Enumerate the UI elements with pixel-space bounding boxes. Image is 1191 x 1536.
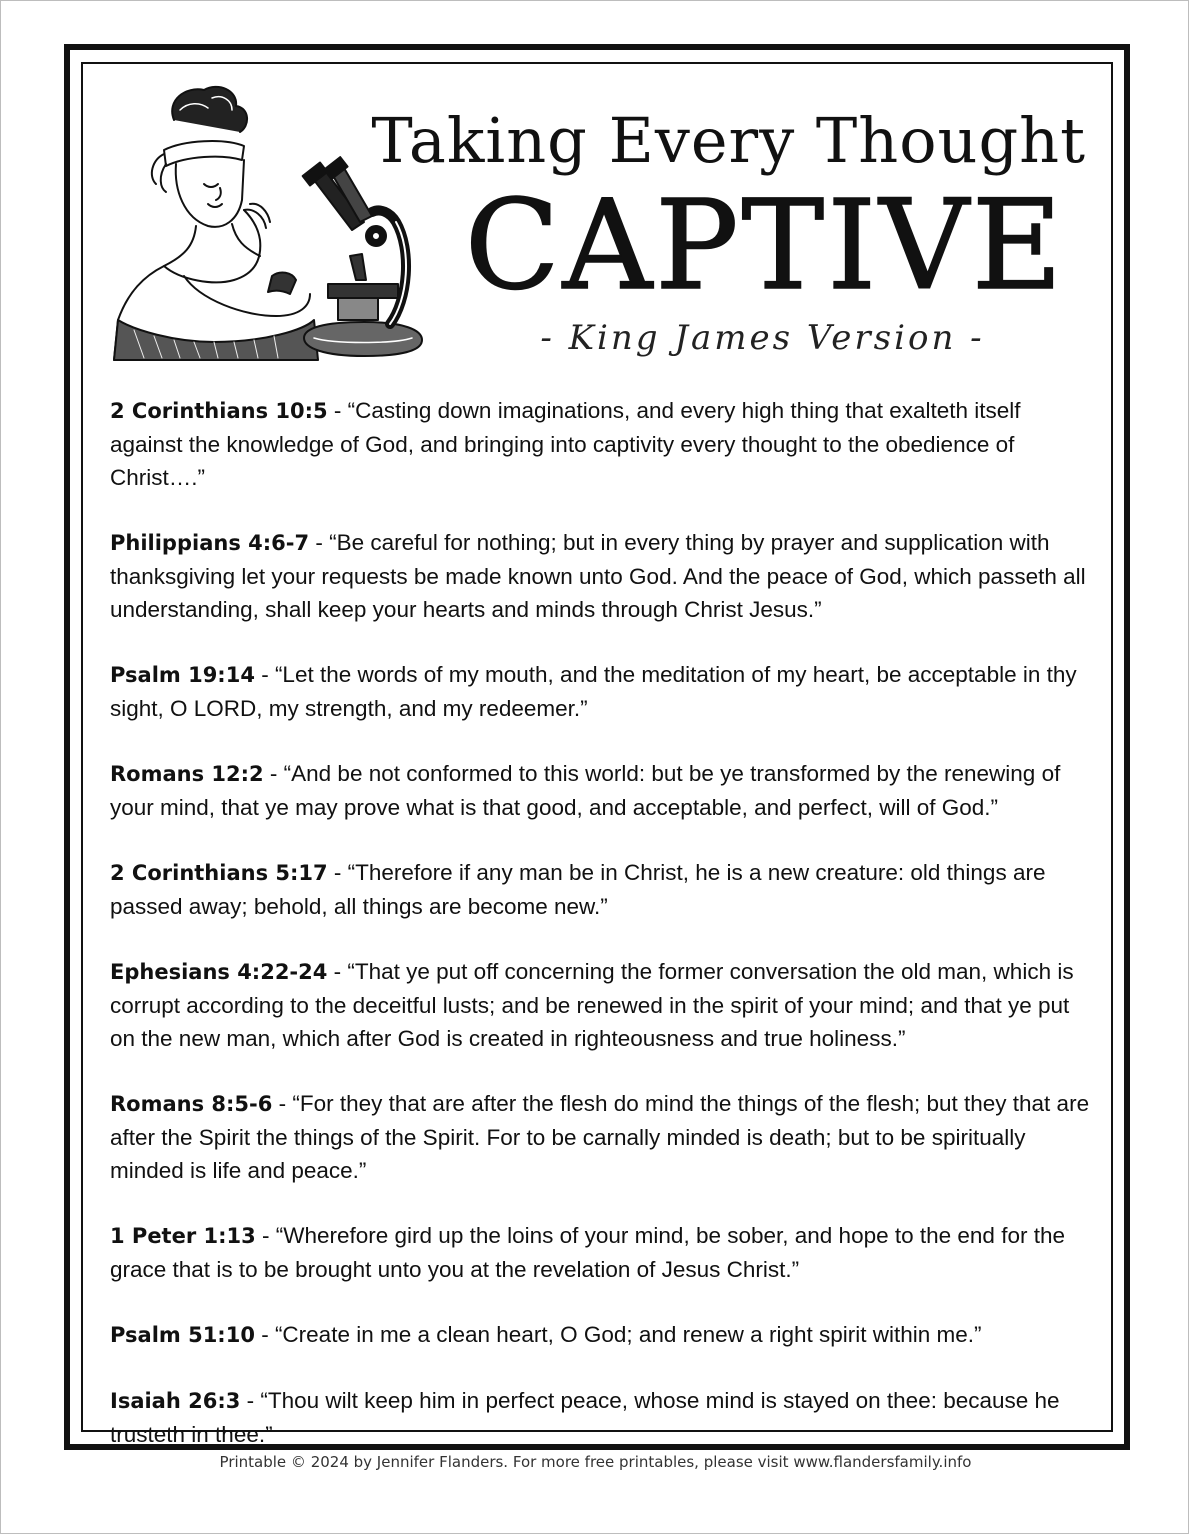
verse-item: [110, 1219, 1095, 1286]
verse-item: [110, 658, 1095, 725]
verse-item: [110, 1318, 1095, 1352]
verse-item: [110, 757, 1095, 824]
verse-reference: Ephesians 4:22-24: [110, 960, 328, 984]
subtitle: - King James Version -: [540, 318, 985, 358]
verse-separator: -: [327, 398, 348, 423]
verse-reference: 2 Corinthians 5:17: [110, 861, 328, 885]
verse-item: [110, 1087, 1095, 1187]
verse-item: [110, 1384, 1095, 1451]
verse-reference: Romans 12:2: [110, 762, 264, 786]
verse-separator: -: [272, 1091, 293, 1116]
verse-reference: 2 Corinthians 10:5: [110, 399, 328, 423]
verse-separator: -: [240, 1388, 261, 1413]
page-title: CAPTIVE: [464, 174, 1066, 318]
footer-credit: Printable © 2024 by Jennifer Flanders. For more free printables, please visit www.flandersfamily.info: [219, 1453, 972, 1471]
verse-separator: -: [327, 959, 348, 984]
verse-text: “Create in me a clean heart, O God; and renew a right spirit within me.”: [274, 1322, 982, 1347]
title-line-1: Taking Every Thought: [371, 104, 1086, 177]
verse-separator: -: [254, 1322, 275, 1347]
verse-text: “That ye put off concerning the former conversation the old man, which is corrupt according to the deceitful lusts; and be renewed in the spirit of your mind; and that ye put on the new man, which after God is created in righteousness and true holiness.”: [110, 959, 1074, 1051]
verse-item: [110, 526, 1095, 626]
verse-text: “Wherefore gird up the loins of your mind, be sober, and hope to the end for the grace that is to be brought unto you at the revelation of Jesus Christ.”: [110, 1223, 1065, 1282]
verse-separator: -: [309, 530, 330, 555]
verse-text: “Thou wilt keep him in perfect peace, whose mind is stayed on thee: because he trusteth in thee.”: [110, 1388, 1060, 1447]
verse-item: [110, 394, 1095, 494]
verse-item: [110, 955, 1095, 1055]
verse-text: “Let the words of my mouth, and the meditation of my heart, be acceptable in thy sight, O LORD, my strength, and my redeemer.”: [110, 662, 1077, 721]
verse-text: “For they that are after the flesh do mind the things of the flesh; but they that are after the Spirit the things of the Spirit. For to be carnally minded is death; but to be spiritually minded is life and peace.”: [110, 1091, 1090, 1183]
verse-reference: Psalm 19:14: [110, 663, 255, 687]
verse-text: “Casting down imaginations, and every high thing that exalteth itself against the knowledge of God, and bringing into captivity every thought to the obedience of Christ….”: [110, 398, 1021, 490]
verse-reference: Isaiah 26:3: [110, 1389, 241, 1413]
verse-item: [110, 856, 1095, 923]
verse-separator: -: [327, 860, 348, 885]
verse-separator: -: [263, 761, 284, 786]
verse-text: “Be careful for nothing; but in every thing by prayer and supplication with thanksgiving let your requests be made known unto God. And the peace of God, which passeth all understanding, shall keep your hearts and minds through Christ Jesus.”: [110, 530, 1086, 622]
verse-separator: -: [255, 1223, 276, 1248]
verse-text: “Therefore if any man be in Christ, he is a new creature: old things are passed away; behold, all things are become new.”: [110, 860, 1046, 919]
verse-text: “And be not conformed to this world: but be ye transformed by the renewing of your mind, that ye may prove what is that good, and acceptable, and perfect, will of God.”: [110, 761, 1061, 820]
verse-list: [110, 394, 1095, 1483]
verse-reference: Philippians 4:6-7: [110, 531, 310, 555]
verse-reference: 1 Peter 1:13: [110, 1224, 256, 1248]
verse-reference: Psalm 51:10: [110, 1323, 255, 1347]
verse-reference: Romans 8:5-6: [110, 1092, 273, 1116]
verse-separator: -: [254, 662, 275, 687]
